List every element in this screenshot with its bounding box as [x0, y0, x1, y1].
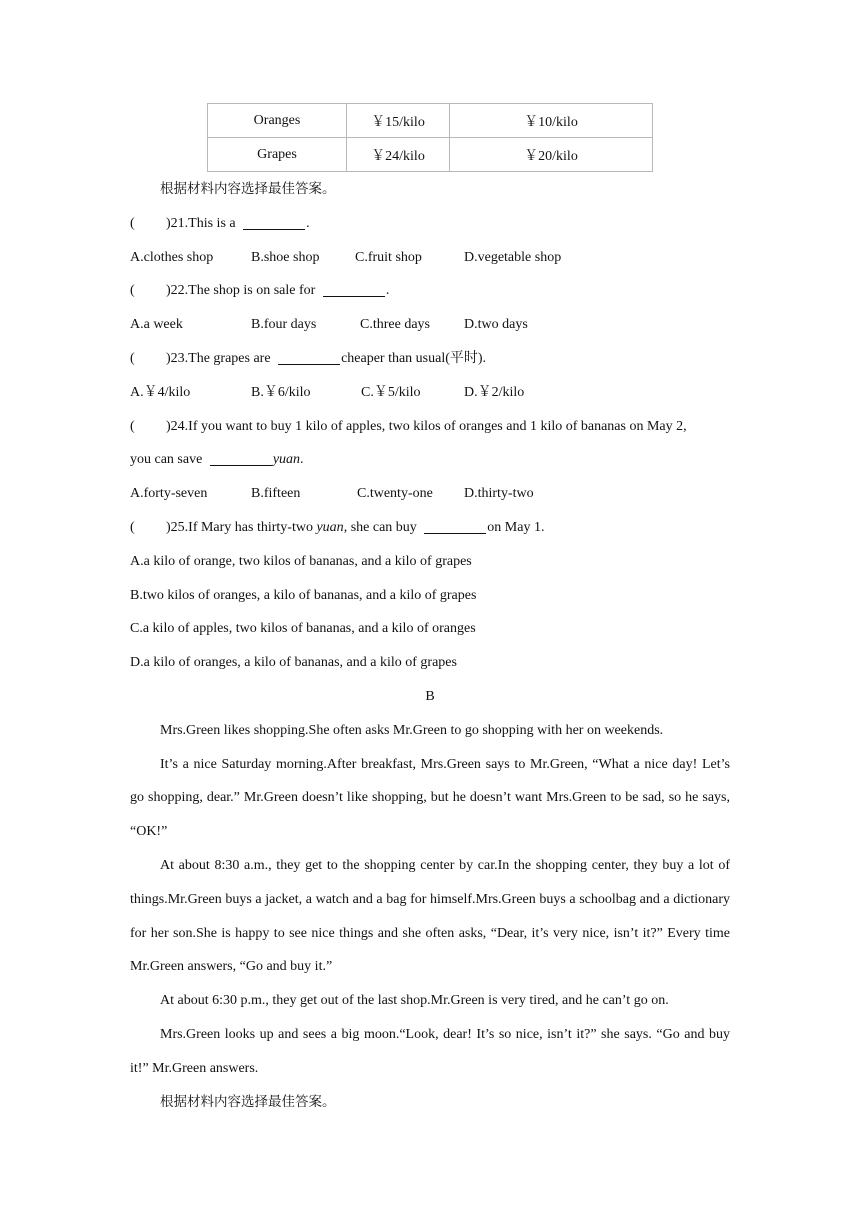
answer-blank — [278, 350, 340, 365]
question-24-cont — [130, 443, 730, 477]
question-text: )25.If Mary has thirty-two — [166, 519, 317, 535]
answer-paren: ( — [130, 418, 135, 434]
options-24 — [130, 477, 730, 511]
question-23 — [130, 342, 730, 376]
question-text-end: . — [306, 215, 310, 231]
answer-blank — [424, 519, 486, 534]
option-b: B.shoe shop — [251, 249, 320, 265]
option-b: B.￥6/kilo — [251, 384, 311, 400]
table-cell-normal-price: ￥24/kilo — [347, 138, 450, 172]
table-cell-item: Oranges — [208, 104, 347, 138]
question-text-end: on May 1. — [487, 519, 545, 535]
passage-paragraph: Mrs.Green looks up and sees a big moon.“Look, dear! It’s so nice, isn’t it?” she says. “Go and buy it!” Mr.Green answers. — [130, 1026, 730, 1076]
table-cell-sale-price: ￥20/kilo — [450, 138, 653, 172]
option-a: A.clothes shop — [130, 249, 214, 265]
answer-blank — [323, 282, 385, 297]
option-c: C.three days — [360, 317, 430, 333]
table-row — [208, 104, 653, 138]
question-21 — [130, 207, 730, 241]
question-text: )23.The grapes are — [166, 350, 275, 366]
option-d: D.a kilo of oranges, a kilo of bananas, and a kilo of grapes — [130, 655, 457, 671]
question-22 — [130, 274, 730, 308]
answer-blank — [243, 215, 305, 230]
option-b: B.fifteen — [251, 486, 301, 502]
section-title: B — [425, 688, 435, 704]
questions-area — [130, 173, 730, 1119]
question-text: )21.This is a — [166, 215, 240, 231]
table-row — [208, 138, 653, 172]
options-21 — [130, 241, 730, 275]
option-d: D.vegetable shop — [464, 249, 562, 265]
answer-paren: ( — [130, 519, 135, 535]
table-cell-normal-price: ￥15/kilo — [347, 104, 450, 138]
question-text: )22.The shop is on sale for — [166, 283, 319, 299]
question-text: )24.If you want to buy 1 kilo of apples, two kilos of oranges and 1 kilo of bananas on May 2, — [166, 418, 687, 434]
table-cell-item: Grapes — [208, 138, 347, 172]
answer-paren: ( — [130, 283, 135, 299]
question-text-end: . — [385, 283, 390, 299]
answer-paren: ( — [130, 350, 135, 366]
option-d: D.￥2/kilo — [464, 384, 525, 400]
passage-paragraph: It’s a nice Saturday morning.After breakfast, Mrs.Green says to Mr.Green, “What a nice day! Let’s go shopping, dear.” Mr.Green doesn’t like shopping, but he doesn’t want Mrs.Green to be sad, so he says, “OK!” — [130, 756, 730, 840]
option-d: D.thirty-two — [464, 486, 534, 502]
passage-paragraph: At about 8:30 a.m., they get to the shopping center by car.In the shopping center, they buy a lot of things.Mr.Green buys a jacket, a watch and a bag for himself.Mrs.Green buys a schoolbag and a dictionary for her son.She is happy to see nice things and she often asks, “Dear, it’s very nice, isn’t it?” Every time Mr.Green answers, “Go and buy it.” — [130, 857, 730, 975]
answer-paren: ( — [130, 215, 135, 231]
option-b: B.two kilos of oranges, a kilo of bananas, and a kilo of grapes — [130, 587, 477, 603]
question-text: you can save — [130, 452, 206, 468]
option-a: A.forty-seven — [130, 486, 208, 502]
table-cell-sale-price: ￥10/kilo — [450, 104, 653, 138]
instruction-text: 根据材料内容选择最佳答案。 — [160, 1093, 336, 1110]
option-c: C.fruit shop — [355, 249, 422, 265]
answer-blank — [210, 451, 272, 466]
option-a: A.￥4/kilo — [130, 384, 191, 400]
currency-word: yuan — [316, 519, 344, 535]
question-text-end: . — [300, 452, 304, 468]
option-b: B.four days — [251, 317, 317, 333]
currency-word: yuan — [272, 452, 301, 468]
option-c: C.a kilo of apples, two kilos of bananas, and a kilo of oranges — [130, 621, 476, 637]
question-25 — [130, 511, 730, 545]
option-c: C.￥5/kilo — [361, 384, 421, 400]
question-24 — [130, 410, 730, 444]
question-text-mid: , she can buy — [343, 519, 421, 535]
option-a: A.a week — [130, 317, 183, 333]
price-table — [207, 103, 653, 172]
instruction-text: 根据材料内容选择最佳答案。 — [160, 181, 336, 197]
options-23 — [130, 376, 730, 410]
option-a: A.a kilo of orange, two kilos of bananas, and a kilo of grapes — [130, 553, 472, 569]
option-c: C.twenty-one — [357, 486, 433, 502]
passage-paragraph: Mrs.Green likes shopping.She often asks Mr.Green to go shopping with her on weekends. — [160, 722, 664, 738]
passage-paragraph: At about 6:30 p.m., they get out of the last shop.Mr.Green is very tired, and he can’t go on. — [160, 993, 669, 1009]
question-text-end: cheaper than usual(平时). — [341, 350, 487, 366]
option-d: D.two days — [464, 317, 528, 333]
options-22 — [130, 308, 730, 342]
